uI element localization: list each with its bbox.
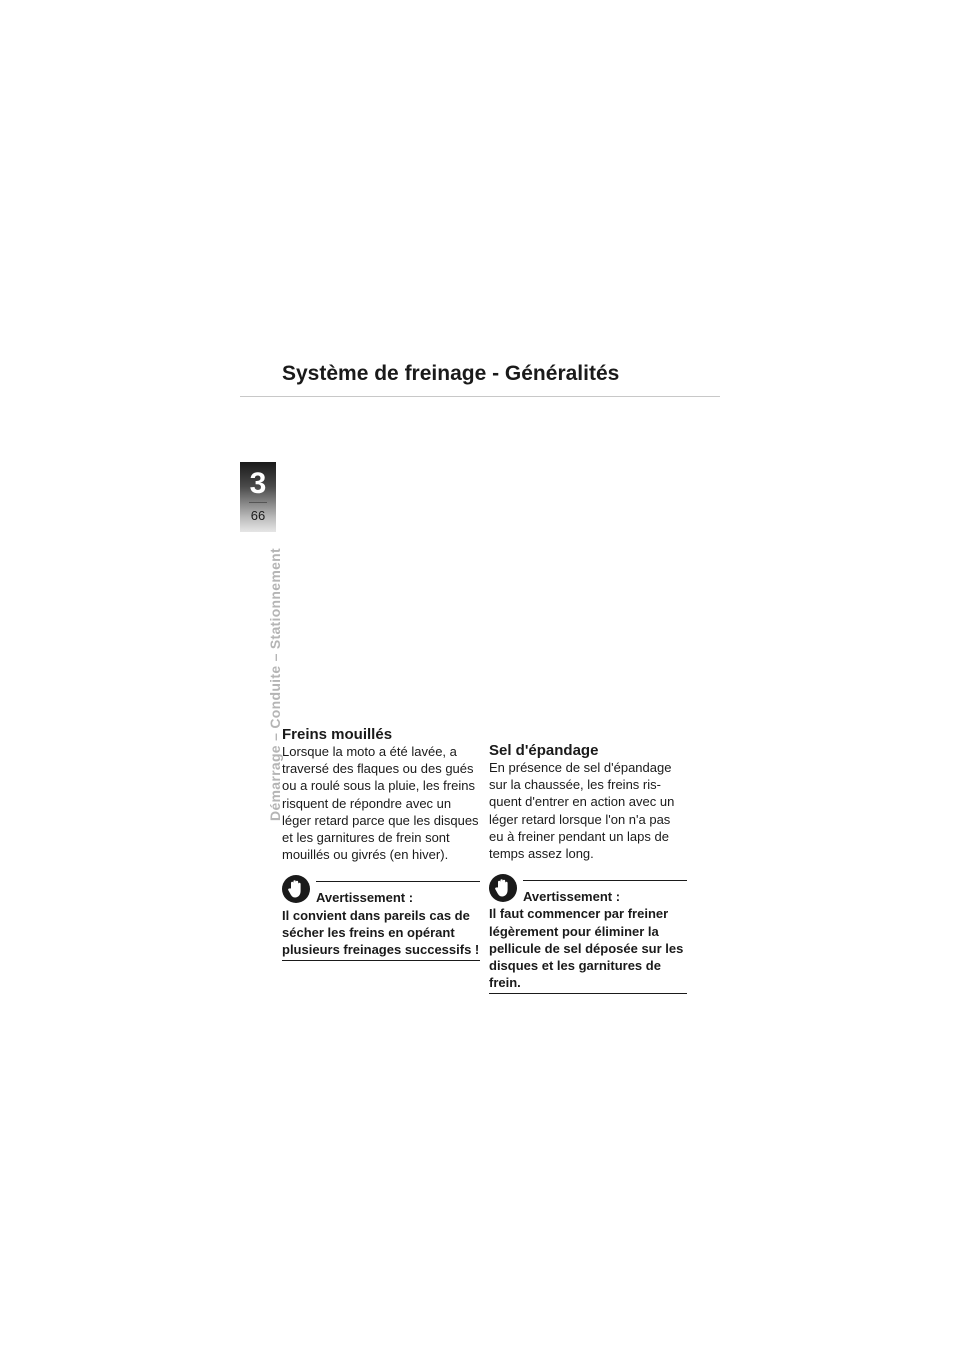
page-title: Système de freinage - Généralités xyxy=(282,362,620,385)
warning-label: Avertissement : xyxy=(316,890,414,906)
section-road-salt xyxy=(489,742,687,994)
section-heading: Freins mouillés xyxy=(282,726,393,743)
warning-text: Il faut commencer par freiner légèrement pour éliminer la pellicule de sel déposée sur les disques et les garnitures de frein. xyxy=(489,905,687,994)
section-body: En présence de sel d'épandage sur la chaussée, les freins ris- quent d'entrer en action avec un léger retard lorsque l'on n'a pas eu à freiner pendant un laps de temps assez long. xyxy=(489,760,675,862)
title-divider xyxy=(240,396,720,397)
warning-label: Avertissement : xyxy=(523,889,621,905)
page-number: 66 xyxy=(250,508,266,523)
warning-rule xyxy=(523,880,687,881)
section-body: Lorsque la moto a été lavée, a traversé des flaques ou des gués ou a roulé sous la pluie, les freins risquent de répondre avec un léger retard parce que les disques et les garnitures de frein sont mouillés ou givrés (en hiver). xyxy=(282,744,479,863)
chapter-separator xyxy=(249,502,267,503)
section-heading: Sel d'épandage xyxy=(489,742,599,759)
chapter-number: 3 xyxy=(249,467,267,500)
chapter-side-label: Démarrage – Conduite – Stationnement xyxy=(267,548,283,821)
warning-rule xyxy=(316,881,480,882)
section-wet-brakes xyxy=(282,726,480,961)
warning-box xyxy=(489,880,687,994)
warning-box xyxy=(282,881,480,961)
warning-text: Il convient dans pareils cas de sécher les freins en opérant plusieurs freinages successifs ! xyxy=(282,907,480,962)
chapter-tab xyxy=(240,462,276,532)
